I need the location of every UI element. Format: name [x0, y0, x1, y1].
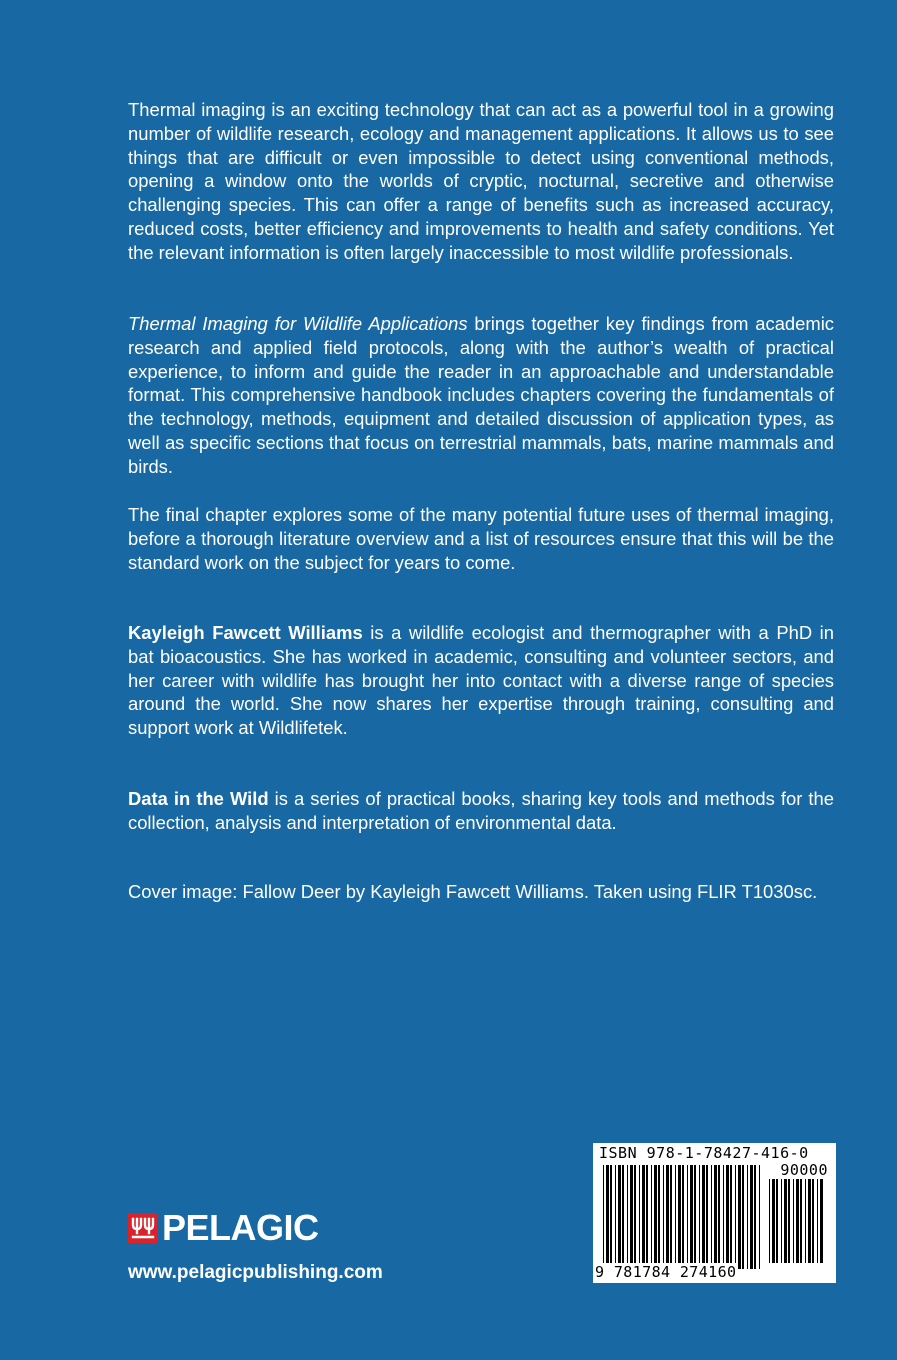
isbn-number: ISBN 978-1-78427-416-0: [599, 1144, 809, 1162]
barcode-stripe: [690, 1165, 693, 1269]
publisher-logo: [128, 1208, 319, 1248]
barcode-stripe: [630, 1165, 633, 1269]
barcode-stripe: [781, 1179, 782, 1263]
barcode-stripe: [618, 1165, 621, 1269]
barcode-stripe: [687, 1165, 688, 1269]
barcode-stripe: [726, 1165, 729, 1269]
barcode-stripe: [723, 1165, 724, 1269]
barcode-stripe: [808, 1179, 811, 1263]
pelagic-logo-icon: [128, 1213, 158, 1243]
barcode-stripe: [634, 1165, 636, 1269]
barcode-stripe: [675, 1165, 676, 1269]
publisher-website[interactable]: www.pelagicpublishing.com: [128, 1262, 383, 1283]
barcode-stripe: [663, 1165, 664, 1269]
barcode-stripe: [666, 1165, 669, 1269]
barcode-stripe: [706, 1165, 708, 1269]
author-bio-text: is a wildlife ecologist and thermographer with a PhD in bat bioacoustics. She has worked in academic, consulting and volunteer sectors, and her career with wildlife has brought her into contact with a diverse range of species around the world. She now shares her expertise through training, consulting and support work at Wildlifetek.: [128, 622, 834, 739]
cover-image-credit: [128, 880, 834, 904]
barcode-stripe: [642, 1165, 645, 1269]
barcode-stripe: [639, 1165, 640, 1269]
barcode-stripe: [682, 1165, 684, 1269]
credit-text: Cover image: Fallow Deer by Kayleigh Fawcett Williams. Taken using FLIR T1030sc.: [128, 881, 818, 902]
addon-barcode-bars: [769, 1179, 827, 1263]
barcode-stripe: [759, 1165, 760, 1269]
barcode-stripe: [718, 1165, 720, 1269]
barcode-stripe: [820, 1179, 823, 1263]
barcode-stripe: [812, 1179, 814, 1263]
barcode-stripe: [694, 1165, 696, 1269]
publisher-name: PELAGIC: [162, 1207, 319, 1248]
barcode-stripe: [735, 1165, 736, 1269]
barcode-stripe: [800, 1179, 802, 1263]
barcode-stripe: [754, 1165, 756, 1269]
barcode-stripe: [711, 1165, 712, 1269]
barcode-stripe: [606, 1165, 609, 1269]
barcode-stripe: [776, 1179, 778, 1263]
description-paragraph-3: [128, 503, 834, 574]
barcode-stripe: [772, 1179, 775, 1263]
barcode-stripe: [654, 1165, 657, 1269]
barcode-stripe: [796, 1179, 799, 1263]
author-bio: [128, 621, 834, 740]
description-text: The final chapter explores some of the many potential future uses of thermal imaging, before a thorough literature overview and a list of resources ensure that this will be the standard work on the subject for years to come.: [128, 504, 834, 573]
barcode-stripe: [738, 1165, 741, 1269]
barcode-stripe: [646, 1165, 648, 1269]
barcode-stripe: [817, 1179, 818, 1263]
barcode-stripe: [702, 1165, 705, 1269]
book-title: Thermal Imaging for Wildlife Applications: [128, 313, 468, 334]
series-description: [128, 787, 834, 835]
author-name: Kayleigh Fawcett Williams: [128, 622, 363, 643]
series-name: Data in the Wild: [128, 788, 269, 809]
barcode-stripe: [670, 1165, 672, 1269]
barcode-bars: [603, 1165, 765, 1269]
barcode-stripe: [699, 1165, 700, 1269]
description-text: brings together key findings from academic research and applied field protocols, along with the author’s wealth of practical experience, to inform and guide the reader in an approachable and understandable format. This comprehensive handbook includes chapters covering the fundamentals of the technology, methods, equipment and detailed discussion of application types, as well as specific sections that focus on terrestrial mammals, bats, marine mammals and birds.: [128, 313, 834, 477]
barcode-stripe: [627, 1165, 628, 1269]
barcode-stripe: [658, 1165, 660, 1269]
price-code: 90000: [780, 1161, 828, 1179]
isbn-barcode: [593, 1143, 836, 1283]
barcode-stripe: [784, 1179, 787, 1263]
barcode-stripe: [615, 1165, 616, 1269]
description-paragraph-1: [128, 98, 834, 265]
barcode-stripe: [622, 1165, 624, 1269]
barcode-stripe: [651, 1165, 652, 1269]
barcode-stripe: [747, 1165, 748, 1269]
barcode-stripe: [678, 1165, 681, 1269]
barcode-stripe: [788, 1179, 790, 1263]
barcode-stripe: [610, 1165, 612, 1269]
description-text: Thermal imaging is an exciting technology that can act as a powerful tool in a growing number of wildlife research, ecology and management applications. It allows us to see things that are difficult or even impossible to detect using conventional methods, opening a window onto the worlds of cryptic, nocturnal, secretive and otherwise challenging species. This can offer a range of benefits such as increased accuracy, reduced costs, better efficiency and improvements to health and safety conditions. Yet the relevant information is often largely inaccessible to most wildlife professionals.: [128, 99, 834, 263]
barcode-stripe: [742, 1165, 744, 1269]
barcode-stripe: [769, 1179, 770, 1263]
barcode-stripe: [730, 1165, 732, 1269]
barcode-stripe: [603, 1165, 604, 1269]
barcode-stripe: [714, 1165, 717, 1269]
barcode-stripe: [805, 1179, 806, 1263]
barcode-stripe: [750, 1165, 753, 1269]
barcode-stripe: [793, 1179, 794, 1263]
description-paragraph-2: [128, 312, 834, 479]
series-text: is a series of practical books, sharing key tools and methods for the collection, analysis and interpretation of environmental data.: [128, 788, 834, 833]
barcode-digits: 9 781784 274160: [595, 1263, 737, 1281]
